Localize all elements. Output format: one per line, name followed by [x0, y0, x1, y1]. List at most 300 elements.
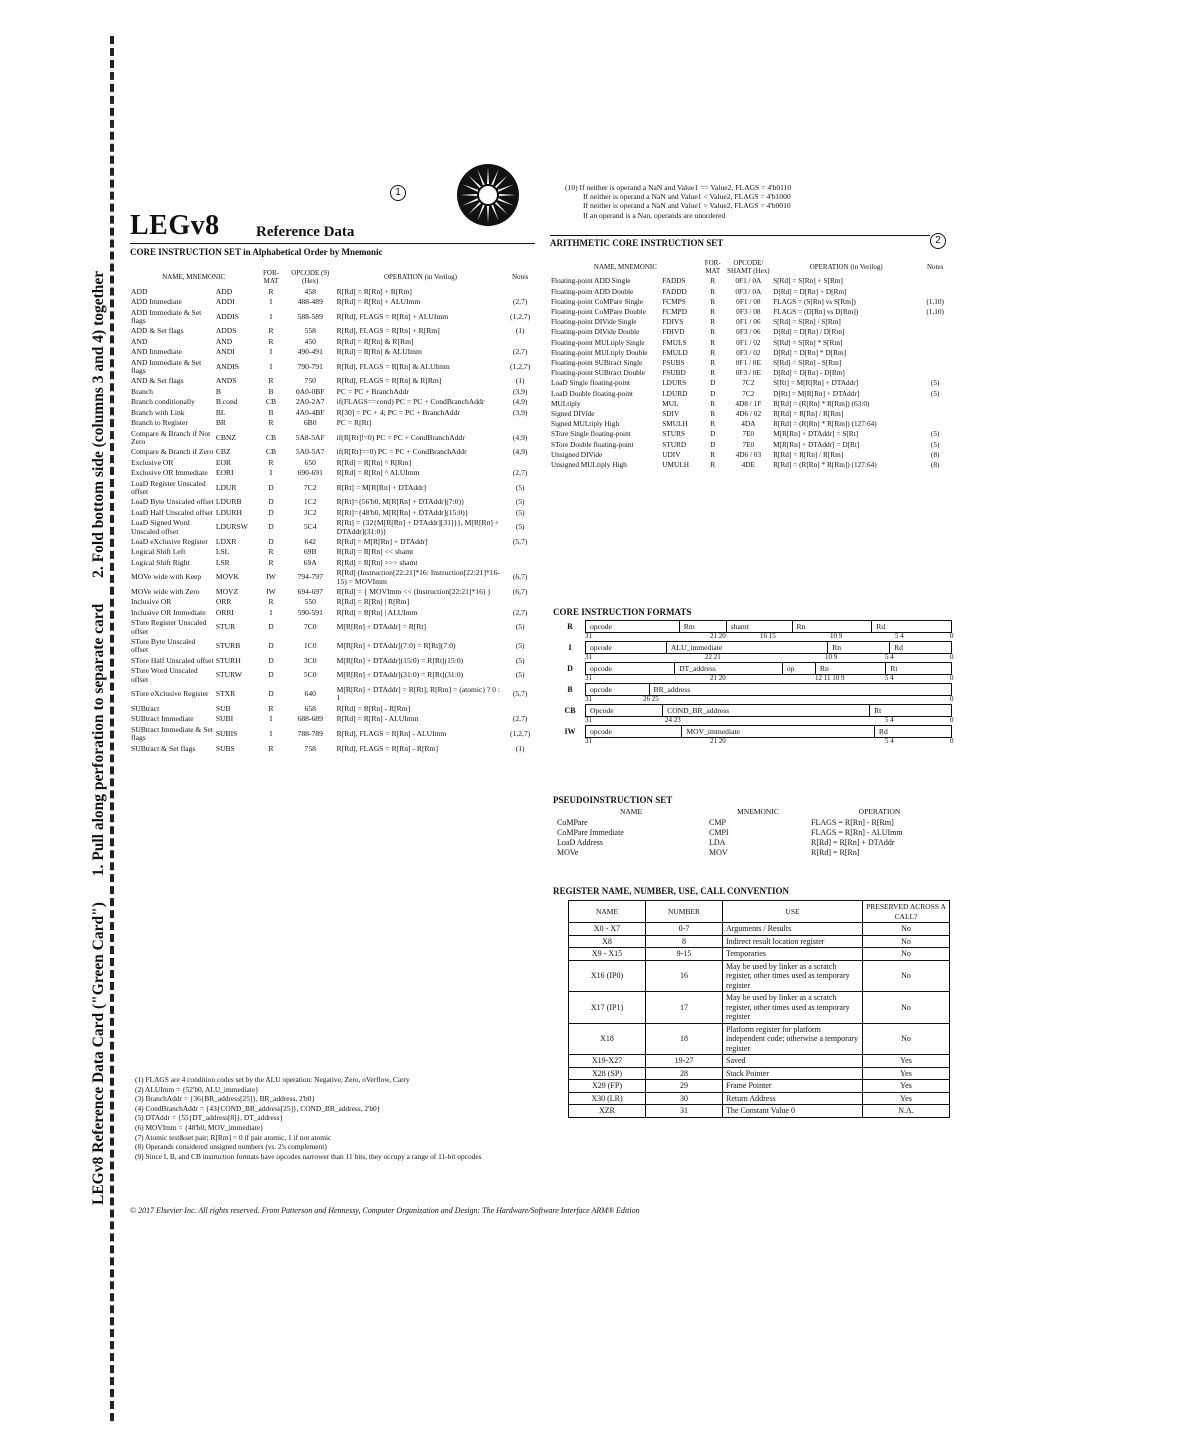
reg-preserved: No [863, 1023, 950, 1055]
instr-format: D [268, 536, 274, 546]
instr-opcode: 550 [304, 597, 316, 607]
format-field: Rd [876, 622, 886, 631]
instr-notes [920, 276, 950, 286]
instr-operation: R[Rd] = (R[Rn] * R[Rm]) (127:64) [773, 460, 877, 470]
reg-name: X19-X27 [569, 1055, 646, 1068]
reg-use: Return Address [723, 1092, 863, 1105]
instr-mnemonic: MOVK [215, 572, 240, 582]
format-field: Rd [894, 643, 903, 652]
instr-format: I [269, 347, 273, 357]
instr-notes: (6,7) [512, 572, 528, 582]
table-row [130, 326, 535, 336]
table-row [569, 1023, 950, 1055]
reg-use: Temporaries [723, 948, 863, 961]
col-name: NAME, MNEMONIC [593, 263, 657, 272]
instr-mnemonic: FMULS [662, 337, 687, 347]
instr-format: R [268, 557, 274, 567]
core-instruction-table [130, 268, 535, 754]
reg-use: Stack Pointer [723, 1067, 863, 1080]
instr-opcode: 69B [303, 547, 317, 557]
fp-note-line: If an operand is a Nan, operands are unordered [583, 210, 726, 220]
instr-mnemonic: CBZ [215, 447, 231, 457]
table-row [130, 376, 535, 386]
instr-opcode: 0A0-0BF [295, 386, 325, 396]
instr-opcode: 7C2 [742, 388, 755, 398]
instr-format: R [268, 418, 274, 428]
instr-operation: S[Rd] = S[Rn] * S[Rm] [773, 337, 843, 347]
instr-mnemonic: FADDD [662, 286, 687, 296]
instr-name: STore Double floating-point [551, 439, 634, 449]
table-row [550, 317, 950, 327]
table-row [130, 608, 535, 618]
instr-format: R [710, 419, 716, 429]
instr-operation: R[Rd], FLAGS = R[Rn] - ALUImm [336, 728, 447, 738]
reg-preserved: No [863, 960, 950, 992]
fp-note-line: (10) If neither is operand a NaN and Value1 == Value2, FLAGS = 4'b0110 [565, 183, 792, 192]
instr-name: Floating-point SUBtract Double [551, 368, 646, 378]
instr-name: Exclusive OR Immediate [131, 468, 208, 478]
instr-mnemonic: EORI [215, 468, 234, 478]
instr-notes: (5,7) [512, 689, 528, 699]
card-title: LEGv8 [130, 210, 220, 241]
instr-mnemonic: SUBI [215, 714, 234, 724]
reg-number: 16 [646, 960, 723, 992]
instr-mnemonic: STURH [215, 655, 241, 665]
instr-name: Branch [131, 386, 153, 396]
table-row [550, 429, 950, 439]
sunburst-logo-icon [455, 162, 521, 233]
pseudo-name: LoaD Address [557, 838, 603, 847]
instr-operation: D[Rd] = D[Rn] - D[Rm] [773, 368, 845, 378]
pseudo-col-name: NAME [619, 807, 643, 816]
title-rule [130, 243, 535, 244]
instr-notes: (3,9) [512, 386, 528, 396]
instr-format: D [268, 641, 274, 651]
reg-name: X18 [569, 1023, 646, 1055]
table-row [130, 725, 535, 744]
instr-name: Floating-point DIVide Double [551, 327, 640, 337]
instr-mnemonic: SUB [215, 703, 231, 713]
table-row [130, 297, 535, 307]
instr-format: CB [265, 432, 277, 442]
instr-format: R [710, 449, 716, 459]
instr-name: Branch conditionally [131, 397, 195, 407]
instr-operation: R[Rd] = { MOVImm << (Instruction[22:21]*16) } [336, 587, 491, 596]
instr-operation: M[R[Rn] + DTAddr](31:0) = R[Rt](31:0) [336, 670, 464, 680]
instr-name: STore Half Unscaled offset [131, 655, 214, 665]
core-notes [135, 1075, 535, 1161]
bit-index: 31 [585, 674, 592, 682]
format-field: opcode [586, 642, 667, 653]
format-field: ALU_immediate [667, 642, 828, 653]
instr-opcode: 490-491 [297, 347, 323, 357]
instr-opcode: 4D6 / 02 [735, 409, 762, 419]
table-row [130, 337, 535, 347]
instr-notes: (5) [930, 429, 940, 439]
pseudo-name: MOVe [557, 848, 579, 857]
format-field: opcode [586, 726, 682, 737]
instr-notes: (4,9) [512, 397, 528, 407]
instr-name: STore Single floating-point [551, 429, 631, 439]
table-row [550, 409, 950, 419]
instr-notes [505, 287, 535, 297]
instr-opcode: 590-591 [297, 607, 323, 617]
bit-index: 0 [950, 695, 954, 703]
col-operation: OPERATION (in Verilog) [809, 263, 883, 272]
instr-operation: D[Rt] = M[R[Rn] + DTAddr] [773, 388, 860, 398]
instr-notes: (1,2,7) [510, 311, 531, 321]
table-row [550, 276, 950, 286]
side-card-title: LEGv8 Reference Data Card ("Green Card") [90, 902, 107, 1205]
reg-use: Arguments / Results [723, 923, 863, 936]
instr-opcode: 3C2 [303, 507, 317, 517]
instr-mnemonic: BL [215, 407, 226, 417]
instr-operation: D[Rd] = D[Rn] / D[Rm] [773, 327, 845, 337]
instr-operation: S[Rd] = S[Rn] + S[Rm] [773, 276, 843, 286]
instr-operation: R[Rd], FLAGS = R[Rn] + ALUImm [336, 311, 449, 321]
instr-mnemonic: ADD [215, 286, 233, 296]
instr-format: R [268, 457, 274, 467]
instr-operation: if(FLAGS==cond) PC = PC + CondBranchAddr [336, 397, 485, 407]
instr-operation: R[Rd] = R[Rn] ^ ALUImm [336, 468, 420, 478]
instr-opcode: 750 [304, 376, 316, 386]
instr-operation: M[R[Rn] + DTAddr] = R[Rt]; R[Rm] = (atomic) ? 0 : 1 [336, 685, 500, 703]
bit-index: 31 [585, 716, 592, 724]
instr-opcode: 5A8-5AF [295, 432, 325, 442]
format-row [555, 704, 954, 725]
bit-index: 21 20 [710, 632, 726, 640]
table-row [550, 419, 950, 429]
table-row [550, 358, 950, 368]
reg-name: X9 - X15 [569, 948, 646, 961]
bit-index: 5 4 [885, 716, 894, 724]
copyright-line: © 2017 Elsevier Inc. All rights reserved. From Patterson and Hennessy, Computer Organization and Design: The Hardware/Software Interface ARM® Edition [130, 1206, 640, 1215]
instr-mnemonic: LDURB [215, 497, 242, 507]
instr-opcode: 0F1 / 08 [736, 296, 761, 306]
pseudo-title: PSEUDOINSTRUCTION SET [553, 795, 673, 805]
reg-preserved: N.A. [863, 1105, 950, 1118]
instr-format: D [268, 622, 274, 632]
instr-opcode: 588-589 [297, 311, 323, 321]
instr-name: AND Immediate & Set flags [131, 357, 202, 376]
instr-name: SUBtract Immediate [131, 714, 194, 724]
table-row [130, 468, 535, 478]
format-field: Rt [874, 706, 882, 715]
instr-operation: M[R[Rn] + DTAddr](7:0) = R[Rt](7:0) [336, 641, 456, 651]
instr-notes: (5) [515, 641, 525, 651]
table-row [130, 358, 535, 377]
format-bits [585, 674, 954, 683]
instr-notes [505, 547, 535, 557]
instr-notes [920, 368, 950, 378]
table-row [130, 287, 535, 297]
instr-name: STore Register Unscaled offset [131, 618, 207, 636]
instr-format: R [710, 347, 716, 357]
table-row [130, 447, 535, 457]
instr-format: R [268, 597, 274, 607]
instr-format: R [268, 286, 274, 296]
instr-format: R [710, 327, 716, 337]
instr-name: Exclusive OR [131, 457, 174, 467]
col-notes: Notes [511, 273, 529, 282]
instr-name: Floating-point ADD Single [551, 276, 631, 286]
instr-mnemonic: SUBS [215, 743, 235, 753]
format-label: B [567, 685, 573, 694]
instr-name: Floating-point DIVide Single [551, 317, 637, 327]
instr-name: ADD & Set flags [131, 326, 184, 336]
footnote: (6) MOVImm = {48'b0, MOV_immediate} [135, 1122, 264, 1132]
col-opcode: OPCODE (9) (Hex) [291, 269, 330, 286]
instr-notes [505, 558, 535, 568]
instr-notes: (1) [515, 376, 525, 386]
instr-format: D [268, 497, 274, 507]
table-row [550, 450, 950, 460]
format-field: shamt [727, 621, 793, 632]
instr-name: Logical Shift Right [131, 557, 190, 567]
bit-index: 0 [950, 653, 954, 661]
instr-notes: (5) [515, 655, 525, 665]
bit-index: 26 25 [643, 695, 659, 703]
table-row [550, 368, 950, 378]
instr-opcode: 558 [304, 326, 316, 336]
instr-operation: R[Rd] = R[Rn] & R[Rm] [336, 336, 414, 346]
instr-name: LoaD Single floating-point [551, 378, 631, 388]
instr-format: D [710, 429, 716, 439]
arith-rule [550, 235, 930, 236]
instr-notes [505, 337, 535, 347]
instr-opcode: 4D6 / 03 [735, 449, 762, 459]
instr-name: Floating-point MULtiply Double [551, 347, 648, 357]
pseudo-name: CoMPare Immediate [557, 828, 624, 837]
reg-col-name: NAME [569, 901, 646, 923]
instr-opcode: 4DE [741, 460, 756, 470]
reg-col-preserved: PRESERVED ACROSS A CALL? [863, 901, 950, 923]
instr-notes: (2,7) [512, 607, 528, 617]
table-row [130, 656, 535, 666]
table-row [550, 327, 950, 337]
instr-name: Inclusive OR [131, 597, 172, 607]
pseudo-col-operation: OPERATION [858, 807, 901, 816]
instr-notes [920, 409, 950, 419]
instr-notes: (2,7) [512, 297, 528, 307]
reg-number: 17 [646, 992, 723, 1024]
card-subtitle: Reference Data [256, 224, 355, 240]
instr-notes [505, 418, 535, 428]
instr-mnemonic: ADDS [215, 326, 237, 336]
reg-preserved: No [863, 923, 950, 936]
instr-notes: (4,9) [512, 447, 528, 457]
fp-note-line: If neither is operand a NaN and Value1 > Value2, FLAGS = 4'b0010 [583, 201, 791, 211]
instr-mnemonic: LSR [215, 557, 230, 567]
perforation-line [110, 36, 114, 1421]
instr-operation: R[Rd] = R[Rn] | R[Rm] [336, 597, 410, 607]
instr-format: R [268, 336, 274, 346]
instr-opcode: 650 [304, 457, 316, 467]
instr-opcode: 0F3 / 08 [736, 307, 761, 317]
reg-name: XZR [569, 1105, 646, 1118]
pseudo-operation: R[Rd] = R[Rn] [811, 848, 860, 857]
table-row [569, 1092, 950, 1105]
instr-mnemonic: STURD [662, 439, 687, 449]
table-row [550, 389, 950, 399]
instr-mnemonic: ADDI [215, 297, 235, 307]
instr-notes: (5) [515, 497, 525, 507]
instr-name: Floating-point ADD Double [551, 286, 634, 296]
instr-operation: R[Rd] = R[Rn] + R[Rm] [336, 286, 412, 296]
reg-name: X8 [569, 935, 646, 948]
instr-mnemonic: LDURSW [215, 522, 248, 532]
format-bits [585, 653, 954, 662]
table-row [550, 440, 950, 450]
instr-operation: R[Rd], FLAGS = R[Rn] + R[Rm] [336, 326, 440, 336]
instr-format: D [710, 378, 716, 388]
footnote: (8) Operands considered unsigned numbers (vs. 2's complement) [135, 1142, 327, 1152]
table-row [555, 818, 950, 828]
instr-name: Branch to Register [131, 418, 188, 428]
instr-format: I [269, 728, 273, 738]
table-row [130, 744, 535, 754]
pseudo-col-mnemonic: MNEMONIC [737, 807, 779, 816]
instr-operation: R[30] = PC + 4; PC = PC + BranchAddr [336, 407, 460, 417]
instr-opcode: 0F3 / 0A [735, 286, 762, 296]
table-row [130, 714, 535, 724]
format-field: Rn [793, 621, 873, 632]
table-row [550, 307, 950, 317]
table-row [130, 704, 535, 714]
instr-mnemonic: LDURS [662, 378, 687, 388]
table-row [130, 387, 535, 397]
instr-opcode: 1C2 [303, 497, 317, 507]
instr-notes [920, 358, 950, 368]
table-row [569, 1080, 950, 1093]
instr-format: D [268, 655, 274, 665]
format-field: DT_address [675, 663, 783, 674]
instr-operation: R[Rd], FLAGS = R[Rn] - R[Rm] [336, 743, 438, 753]
instr-name: LoaD Double floating-point [551, 388, 633, 398]
instr-operation: R[Rd] = (R[Rn] * R[Rm]) (63:0) [773, 398, 870, 408]
format-label: CB [564, 706, 576, 715]
instr-format: I [269, 714, 273, 724]
footnote: (4) CondBranchAddr = {43{COND_BR_address[25]}, COND_BR_address, 2'b0} [135, 1103, 381, 1113]
footnote: (9) Since I, B, and CB instruction formats have opcodes narrower than 11 bits, they occupy a range of 11-bit opcodes [135, 1151, 482, 1161]
instr-notes [920, 327, 950, 337]
format-field: Rm [680, 621, 727, 632]
reg-use: Saved [723, 1055, 863, 1068]
side-step-1: 1. Pull along perforation to separate card [90, 603, 107, 877]
bit-index: 31 [585, 632, 592, 640]
bit-index: 31 [585, 653, 592, 661]
instr-format: I [269, 607, 273, 617]
instr-mnemonic: STURB [215, 641, 241, 651]
table-row [130, 547, 535, 557]
instr-opcode: 7C2 [303, 482, 317, 492]
table-row [550, 378, 950, 388]
instr-format: D [268, 482, 274, 492]
instr-mnemonic: ORR [215, 597, 232, 607]
instr-format: R [710, 409, 716, 419]
format-row [555, 725, 954, 746]
instr-operation: D[Rd] = D[Rn] + D[Rm] [773, 286, 847, 296]
instr-name: Compare & Branch if Zero [131, 447, 214, 457]
instr-operation: R[Rd] = (R[Rn] * R[Rm]) (127:64) [773, 419, 877, 429]
instr-mnemonic: B [215, 386, 221, 396]
reg-use: Indirect result location register [723, 935, 863, 948]
table-row [130, 637, 535, 656]
format-row [555, 683, 954, 704]
instr-operation: R[Rd] = R[Rn] - R[Rm] [336, 703, 411, 713]
instr-format: I [269, 361, 273, 371]
reg-use: Frame Pointer [723, 1080, 863, 1093]
table-row [569, 1105, 950, 1118]
arithmetic-instruction-table [550, 258, 950, 470]
instr-mnemonic: FCMPS [662, 296, 686, 306]
instr-opcode: 0F1 / 0E [735, 358, 761, 368]
bit-index: 5 4 [885, 653, 894, 661]
instr-name: Branch with Link [131, 407, 185, 417]
instr-name: AND [131, 336, 148, 346]
instr-mnemonic: MUL [662, 398, 679, 408]
instr-opcode: 4A0-4BF [295, 407, 325, 417]
instr-operation: R[Rt] = M[R[Rn] + DTAddr] [336, 482, 427, 492]
bit-index: 24 23 [665, 716, 681, 724]
reg-name: X28 (SP) [569, 1067, 646, 1080]
instr-notes: (5) [515, 522, 525, 532]
instr-name: ADD Immediate [131, 297, 182, 307]
instr-format: I [269, 297, 273, 307]
instr-notes [920, 399, 950, 409]
instr-notes: (8) [930, 449, 940, 459]
instr-format: D [268, 522, 274, 532]
instr-name: ADD Immediate & Set flags [131, 307, 202, 326]
instr-notes: (5) [515, 507, 525, 517]
bit-index: 16 15 [760, 632, 776, 640]
instr-operation: M[R[Rn] + DTAddr] = D[Rt] [773, 439, 860, 449]
reg-number: 29 [646, 1080, 723, 1093]
instr-name: MOVe wide with Zero [131, 587, 200, 596]
table-row [130, 508, 535, 518]
instr-format: R [710, 337, 716, 347]
instr-name: Floating-point SUBtract Single [551, 358, 643, 368]
instr-notes: (2,7) [512, 468, 528, 478]
instr-mnemonic: EOR [215, 457, 231, 467]
instr-notes [505, 597, 535, 607]
reg-name: X16 (IP0) [569, 960, 646, 992]
instr-notes: (4,9) [512, 432, 528, 442]
format-field: BR_address [653, 685, 691, 694]
instr-operation: S[Rt] = M[R[Rn] + DTAddr] [773, 378, 859, 388]
instr-format: R [268, 743, 274, 753]
instr-opcode: 4D8 / 1F [735, 398, 762, 408]
bit-index: 21 20 [710, 674, 726, 682]
instr-notes: (5,7) [512, 536, 528, 546]
instr-operation: M[R[Rn] + DTAddr](15:0) = R[Rt](15:0) [336, 655, 464, 665]
instr-operation: FLAGS = (D[Rn] vs D[Rm]) [773, 307, 859, 317]
instr-format: R [710, 317, 716, 327]
instr-opcode: 7E0 [742, 429, 755, 439]
instr-opcode: 642 [304, 536, 316, 546]
bit-index: 0 [950, 674, 954, 682]
instr-format: B [268, 407, 274, 417]
instr-mnemonic: ANDS [215, 376, 237, 386]
instr-mnemonic: ANDIS [215, 361, 240, 371]
instr-notes: (3,9) [512, 407, 528, 417]
table-row [569, 923, 950, 936]
format-bits [585, 632, 954, 641]
instr-notes: (5) [515, 622, 525, 632]
instr-name: Inclusive OR Immediate [131, 607, 206, 617]
format-bits [585, 695, 954, 704]
instr-name: STore eXclusive Register [131, 689, 209, 699]
